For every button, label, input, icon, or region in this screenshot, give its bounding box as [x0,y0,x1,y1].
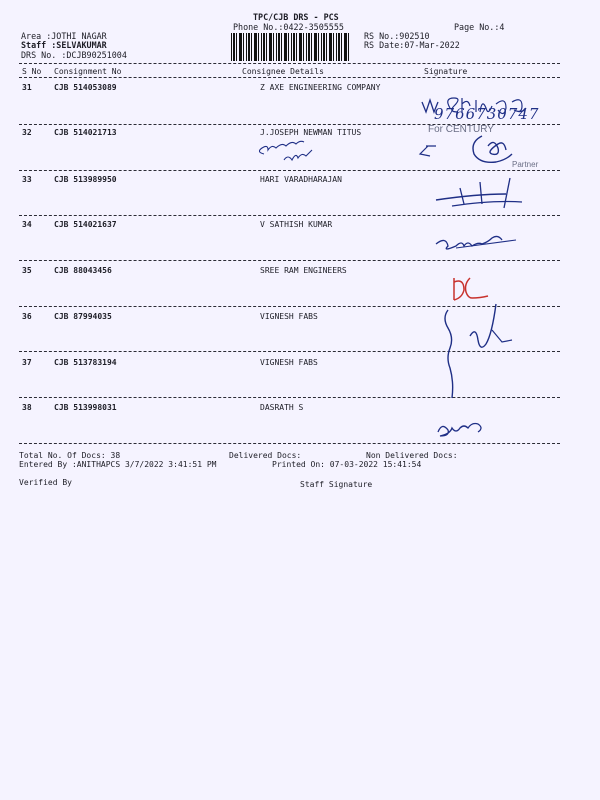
signature-row-33 [430,174,550,218]
rs-number: RS No.:902510 [364,31,430,41]
column-header-consignment: Consignment No [54,67,122,76]
row-sno: 34 [22,220,32,229]
column-header-signature: Signature [424,67,468,76]
row-consignment-no: CJB 87994035 [54,312,112,321]
column-header-consignee: Consignee Details [242,67,324,76]
row-sno: 31 [22,83,32,92]
row-sno: 38 [22,403,32,412]
row-consignee: DASRATH S [260,403,304,412]
row-consignee: V SATHISH KUMAR [260,220,333,229]
row-sno: 37 [22,358,32,367]
divider-line [19,63,560,64]
row-consignee: VIGNESH FABS [260,358,318,367]
row-sno: 33 [22,175,32,184]
signature-row-34 [432,226,552,266]
barcode-image [231,33,351,61]
entered-by: Entered By :ANITHAPCS 3/7/2022 3:41:51 PM [19,460,217,469]
row-sno: 35 [22,266,32,275]
staff-label: Staff :SELVAKUMAR [21,40,107,50]
row-consignment-no: CJB 514021637 [54,220,117,229]
document-title: TPC/CJB DRS - PCS [253,12,339,22]
company-stamp-partner: Partner [512,160,539,169]
total-docs: Total No. Of Docs: 38 [19,451,121,460]
row-consignee: HARI VARADHARAJAN [260,175,342,184]
drs-number: DRS No. :DCJB90251004 [21,50,127,60]
row-consignee: J.JOSEPH NEWMAN TITUS [260,128,362,137]
row-consignment-no: CJB 514021713 [54,128,117,137]
signature-row-36 [440,290,530,404]
printed-on: Printed On: 07-03-2022 15:41:54 [272,460,422,469]
row-consignment-no: CJB 513989950 [54,175,117,184]
column-header-sno: S No [22,67,42,76]
non-delivered-docs: Non Delivered Docs: [366,451,458,460]
page-number: Page No.:4 [454,22,505,32]
row-consignment-no: CJB 88043456 [54,266,112,275]
row-consignment-no: CJB 513998031 [54,403,117,412]
verified-by: Verified By [19,478,72,487]
staff-signature-label: Staff Signature [300,480,373,489]
row-consignee: SREE RAM ENGINEERS [260,266,347,275]
delivered-docs: Delivered Docs: [229,451,302,460]
row-consignment-no: CJB 514053089 [54,83,117,92]
handwritten-phone-number: 9766730747 [434,105,540,123]
company-stamp: For CENTURY [428,124,494,135]
rs-date: RS Date:07-Mar-2022 [364,40,460,50]
row-consignment-no: CJB 513783194 [54,358,117,367]
phone-number: Phone No.:0422-3505555 [233,22,344,32]
row-consignee: Z AXE ENGINEERING COMPANY [260,83,381,92]
row-sno: 36 [22,312,32,321]
signature-row-38 [434,418,504,444]
row-consignee: VIGNESH FABS [260,312,318,321]
row-sno: 32 [22,128,32,137]
area-label: Area :JOTHI NAGAR [21,31,107,41]
divider-line [19,77,560,78]
